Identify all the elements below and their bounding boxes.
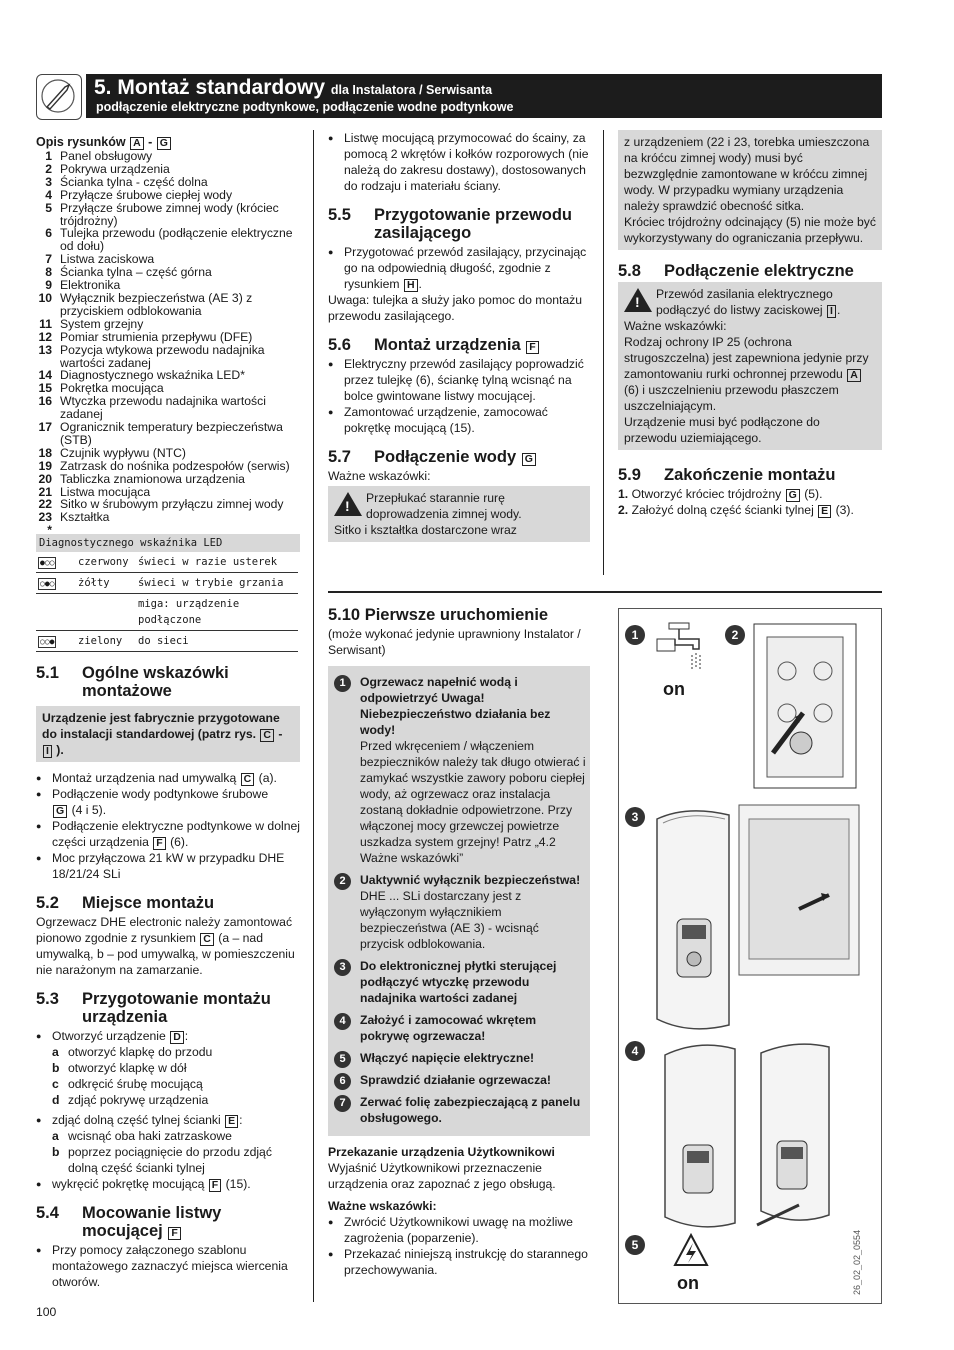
list-item: ● Podłączenie wody podtynkowe śrubowe G (4 i 5). xyxy=(36,786,300,818)
s510-block xyxy=(328,606,590,1278)
startup-step: 7 Zerwać folię zabezpieczającą z panelu obsługowego. xyxy=(332,1094,586,1126)
led-indicator-icon: ●○○ xyxy=(40,558,55,568)
s51-heading: 5.1 Ogólne wskazówki montażowe xyxy=(36,664,229,701)
legend-item: 23 Kształtka xyxy=(38,510,110,525)
list-item: ● Montaż urządzenia nad umywalką C (a). xyxy=(36,770,300,786)
startup-step: 2 Uaktywnić wyłącznik bezpieczeństwa! DHE ... SLi dostarczany jest z wyłączonym wyłącznikiem bezpieczeństwa (AE 3) - wcisnąć przycisk odblokowania. xyxy=(332,872,586,952)
tool-icon xyxy=(36,74,82,120)
figure-code: 26_02_02_0554 xyxy=(852,1229,862,1295)
s510-steps xyxy=(328,666,590,1136)
list-item: ● Przy pomocy załączonego szablonu montażowego zaznaczyć miejsca wiercenia otworów. xyxy=(36,1242,300,1290)
step-number-icon: 2 xyxy=(334,873,351,890)
on-label: on xyxy=(663,679,685,699)
s53-sublist-1 xyxy=(36,1044,300,1108)
legend-item: 12 Pomiar strumienia przepływu (DFE) xyxy=(38,329,253,344)
led-indicator-icon: ○○● xyxy=(40,637,55,647)
legend-item: 13 Pozycja wtykowa przewodu nadajnika wartości zadanej xyxy=(38,342,265,370)
step-marker: 3 xyxy=(625,807,645,827)
led-row: ●○○ czerwony świeci w razie usterek xyxy=(36,552,298,573)
legend-item: 1 Panel obsługowy xyxy=(45,149,153,163)
tips-title: Ważne wskazówki: xyxy=(328,1199,437,1213)
device-open-illustration xyxy=(649,799,869,1039)
list-item: ● Elektryczny przewód zasilający poprowadzić przez tulejkę (6), ściankę tylną wcisnąć na bolce gwintowane listwy mocującej. xyxy=(328,356,590,404)
page-number: 100 xyxy=(36,1305,57,1319)
s54-heading: 5.4 Mocowanie listwy mocującej F xyxy=(36,1204,222,1241)
legend-item: 18 Czujnik wypływu (NTC) xyxy=(38,445,186,460)
legend-item: 5 Przyłącze śrubowe zimnej wody (króciec trójdrożny) xyxy=(45,200,279,228)
step-number-icon: 7 xyxy=(334,1095,351,1112)
legend-item: 7 Listwa zaciskowa xyxy=(45,252,155,267)
installation-figure xyxy=(618,608,882,1304)
handover-text: Wyjaśnić Użytkownikowi przeznaczenie urządzenia oraz zapoznać z jego obsługą. xyxy=(328,1161,556,1191)
s56-list xyxy=(328,356,590,436)
legend-item: 22 Sitko w śrubowym przyłączu zimnej wody xyxy=(38,497,284,512)
s52-text: Ogrzewacz DHE electronic należy zamontować pionowo zgodnie z rysunkiem C (a – nad umywalką, b – pod umywalką, w pomieszczeniu nie narażonym na zamarzanie. xyxy=(36,915,295,978)
startup-step: 3 Do elektronicznej płytki sterującej podłączyć wtyczkę przewodu nadajnika wartości zadanej xyxy=(332,958,586,1006)
column-right xyxy=(618,130,882,518)
startup-step: 1 Ogrzewacz napełnić wodą i odpowietrzyć Uwaga! Niebezpieczeństwo działania bez wody! Przed wkręceniem / włączeniem bezpieczników należy tak długo otwierać i zamykać wszystkie zawory poboru ciepłej wody, aż ogrzewacz oraz instalacja zostaną dokładnie odpowietrzone. Przy włączonej mocy grzewczej powietrze uszkadza system grzejny! Patrz „4.2 Ważne wskazówki” xyxy=(332,674,586,866)
legend-list: 1 Panel obsługowy 2 Pokrywa urządzenia 3 Ścianka tylna - część dolna 4 Przyłącze śrubowe ciepłej wody 5 Przyłącze śrubowe zimnej wody (króciec trójdrożny) 6 Tulejka przewodu (podłączenie elektryczne od dołu) 7 Listwa zaciskowa 8 Ścianka tylna – część górna 9 Elektronika 10 Wyłącznik bezpieczeństwa (AE 3) z przyciskiem odblokowania 11 System grzejny 12 Pomiar strumienia przepływu (DFE) 13 Pozycja wtykowa przewodu nadajnika wartości zadanej 14 Diagnostycznego wskaźnika LED* 15 Pokrętka mocująca 16 Wtyczka przewodu nadajnika wartości zadanej 17 Ogranicznik temperatury bezpieczeństwa (STB) 18 Czujnik wypływu (NTC) 19 Zatrzask do nośnika podzespołów (serwis) 20 Tabliczka znamionowa urządzenia 21 Listwa mocująca 22 Sitko w śrubowym przyłączu zimnej wody 23 Kształtka * xyxy=(36,150,300,524)
sub-item: b poprzez pociągnięcie do przodu zdjąć dolną część ścianki tylnej xyxy=(52,1145,272,1176)
c2-list xyxy=(328,130,590,194)
startup-step: 4 Założyć i zamocować wkrętem pokrywę ogrzewacza! xyxy=(332,1012,586,1044)
legend-item: 10 Wyłącznik bezpieczeństwa (AE 3) z przyciskiem odblokowania xyxy=(38,290,253,318)
s59-item-1: 1. Otworzyć króciec trójdrożny G (5). xyxy=(618,487,823,501)
s59-item-2: 2. Założyć dolną część ścianki tylnej E (3). xyxy=(618,503,854,517)
section-header xyxy=(86,74,882,118)
led-indicator-icon: ○●○ xyxy=(40,579,55,589)
legend-item: 6 Tulejka przewodu (podłączenie elektryczne od dołu) xyxy=(45,226,293,254)
legend-item: 15 Pokrętka mocująca xyxy=(38,381,164,396)
led-heading: Diagnostycznego wskaźnika LED xyxy=(36,534,300,552)
step-number-icon: 5 xyxy=(334,1051,351,1068)
s53-sublist-2 xyxy=(36,1128,300,1176)
legend-item: 16 Wtyczka przewodu nadajnika wartości zadanej xyxy=(38,394,266,422)
legend-item: 14 Diagnostycznego wskaźnika LED* xyxy=(38,368,245,383)
list-item: ● Listwę mocującą przymocować do ścainy, za pomocą 2 wkrętów i kołków rozporowych (nie należą do zakresu dostawy), dostosowanych do rodzaju i materiału ściany. xyxy=(328,130,590,194)
divider xyxy=(328,591,882,593)
led-table xyxy=(36,552,298,652)
list-item: ● Zwrócić Użytkownikowi uwagę na możliwe zagrożenia (poparzenie). xyxy=(328,1214,590,1246)
column-left xyxy=(36,134,300,1290)
s56-heading: 5.6 Montaż urządzenia F xyxy=(328,336,590,354)
s55-note: Uwaga: tulejka a służy jako pomoc do montażu przewodu zasilającego. xyxy=(328,293,583,323)
list-item: ● zdjąć dolną część tylnej ścianki E : xyxy=(36,1112,300,1128)
s51-note-box: Urządzenie jest fabrycznie przygotowane do instalacji standardowej (patrz rys. C - I ). xyxy=(36,706,300,762)
legend-item: 20 Tabliczka znamionowa urządzenia xyxy=(38,471,245,486)
s57-lead: Ważne wskazówki: xyxy=(328,469,431,483)
legend-item: 21 Listwa mocująca xyxy=(38,484,151,499)
s58-note-box: ! Przewód zasilania elektrycznego podłączyć do listwy zaciskowej I . Ważne wskazówki: Rodzaj ochrony IP 25 (ochrona strugoszczelna) jest zapewniona jedynie przy zamontowaniu rurki ochronnej przewodu A (6) i uszczelnieniu przewodu płaszczem uszczelniającym. Urządzenie musi być podłączone do przewodu uziemiającego. xyxy=(618,282,882,450)
warning-icon xyxy=(624,288,652,312)
warning-icon xyxy=(334,492,362,516)
list-item: ● Otworzyć urządzenie D : xyxy=(36,1028,300,1044)
legend-item: 17 Ogranicznik temperatury bezpieczeństwa (STB) xyxy=(38,420,283,447)
sub-item: a wcisnąć oba haki zatrzaskowe xyxy=(52,1129,232,1144)
column-middle xyxy=(328,130,590,542)
legend-item: 3 Ścianka tylna - część dolna xyxy=(45,174,208,189)
list-item: ● Przekazać niniejszą instrukcję do starannego przechowywania. xyxy=(328,1246,590,1278)
legend-item: 11 System grzejny xyxy=(39,316,144,331)
startup-step: 5 Włączyć napięcie elektryczne! xyxy=(332,1050,586,1066)
s510-heading: 5.10 Pierwsze uruchomienie xyxy=(328,606,549,624)
sub-item: b otworzyć klapkę w dół xyxy=(52,1061,187,1076)
step-number-icon: 6 xyxy=(334,1073,351,1090)
list-item: ● Zamontować urządzenie, zamocować pokrętkę mocującą (15). xyxy=(328,404,590,436)
step-number-icon: 4 xyxy=(334,1013,351,1030)
sub-item: a otworzyć klapkę do przodu xyxy=(52,1045,213,1060)
tips-list xyxy=(328,1214,590,1278)
handover-title: Przekazanie urządzenia Użytkownikowi xyxy=(328,1145,555,1159)
step-number-icon: 1 xyxy=(334,675,351,692)
led-row: miga: urządzenie podłączone xyxy=(36,594,298,631)
legend-item: 4 Przyłącze śrubowe ciepłej wody xyxy=(45,187,233,202)
list-item: ● Moc przyłączowa 21 kW w przypadku DHE 18/21/24 SLi xyxy=(36,850,300,882)
s51-list xyxy=(36,770,300,882)
s57-note-box-cont: z urządzeniem (22 i 23, torebka umieszczona na króćcu zimnej wody) musi być bezwzględnie zamontowane w króćcu zimnej wody. W przypadku wymiany urządzenia należy sprawdzić obecność sitka. Króciec trójdrożny odcinający (5) nie może być wykorzystywany do ograniczania przepływu. xyxy=(618,130,882,250)
sub-item: c odkręcić śrubę mocującą xyxy=(52,1077,203,1092)
step-marker: 2 xyxy=(725,625,745,645)
s53-list xyxy=(36,1028,300,1044)
s53-heading: 5.3 Przygotowanie montażu urządzenia xyxy=(36,990,271,1027)
section-subtitle: podłączenie elektryczne podtynkowe, podłączenie wodne podtynkowe xyxy=(96,100,514,114)
s57-heading: 5.7 Podłączenie wody G xyxy=(328,448,590,466)
column-divider xyxy=(313,130,314,1302)
led-row: ○●○ żółty świeci w trybie grzania xyxy=(36,573,298,594)
legend-item: 2 Pokrywa urządzenia xyxy=(45,161,170,176)
legend-item: 19 Zatrzask do nośnika podzespołów (serwis) xyxy=(38,458,290,473)
high-voltage-icon xyxy=(673,1233,709,1269)
legend-item: 9 Elektronika xyxy=(45,278,121,293)
s54-list xyxy=(36,1242,300,1290)
startup-step: 6 Sprawdzić działanie ogrzewacza! xyxy=(332,1072,586,1088)
legend-item: 8 Ścianka tylna – część górna xyxy=(45,265,212,280)
s59-heading: 5.9 Zakończenie montażu xyxy=(618,466,836,484)
step-marker: 1 xyxy=(625,625,645,645)
on-label: on xyxy=(677,1273,699,1293)
column-divider xyxy=(603,130,604,575)
list-item: ● Podłączenie elektryczne podtynkowe w dolnej części urządzenia F (6). xyxy=(36,818,300,850)
step-number-icon: 3 xyxy=(334,959,351,976)
led-row: ○○● zielony do sieci xyxy=(36,631,298,652)
list-item: ● wykręcić pokrętkę mocującą F (15). xyxy=(36,1176,300,1192)
s52-heading: 5.2 Miejsce montażu xyxy=(36,894,215,913)
s53-list-3 xyxy=(36,1176,300,1192)
sub-item: d zdjąć pokrywę urządzenia xyxy=(52,1093,209,1108)
list-item: ● Przygotować przewód zasilający, przycinając go na odpowiednią długość, zgodnie z rysunkiem H . xyxy=(328,244,590,292)
step-marker: 5 xyxy=(625,1235,645,1255)
step-marker: 4 xyxy=(625,1041,645,1061)
s53-list-2 xyxy=(36,1112,300,1128)
s57-note-box: ! Przepłukać starannie rurę doprowadzenia zimnej wody. Sitko i kształtka dostarczone wraz xyxy=(328,486,590,542)
s58-heading: 5.8 Podłączenie elektryczne xyxy=(618,262,854,280)
section-title: 5. Montaż standardowy dla Instalatora / Serwisanta xyxy=(94,76,493,99)
legend-heading: Opis rysunków A - G xyxy=(36,134,300,150)
device-closed-illustration xyxy=(649,1035,869,1235)
faucet-icon xyxy=(649,621,719,681)
safety-switch-illustration xyxy=(753,623,857,789)
s55-heading: 5.5 Przygotowanie przewodu zasilającego xyxy=(328,206,573,242)
s55-list xyxy=(328,244,590,292)
s510-sub: (może wykonać jedynie uprawniony Instalator / Serwisant) xyxy=(328,627,581,657)
